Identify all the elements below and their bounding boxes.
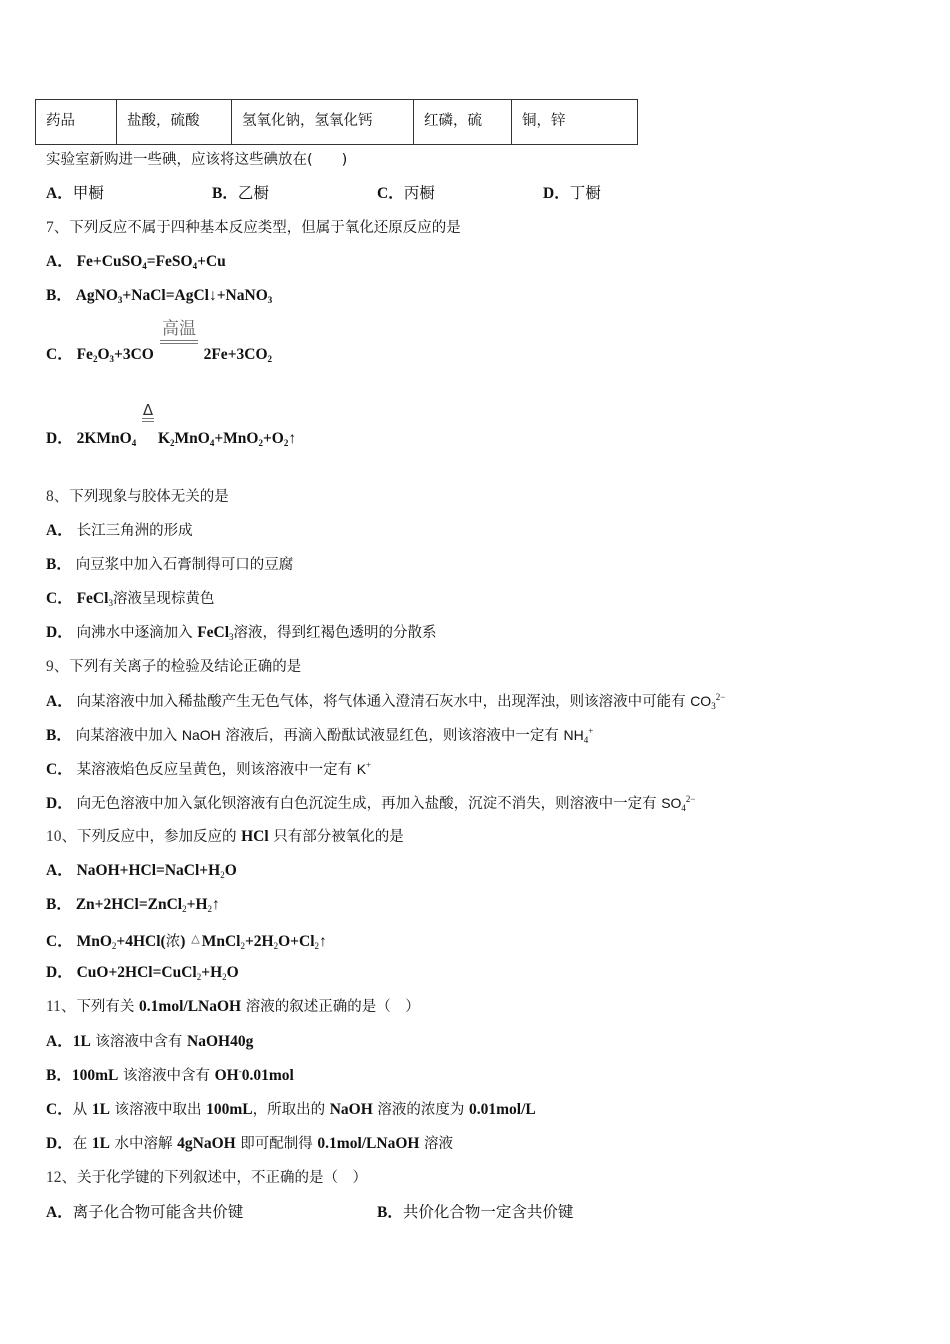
option-b[interactable] bbox=[212, 184, 269, 204]
question-text: 下列反应不属于四种基本反应类型，但属于氧化还原反应的是 bbox=[69, 220, 461, 236]
question-11-option-b[interactable] bbox=[46, 1066, 294, 1086]
question-7-stem bbox=[46, 218, 461, 238]
question-10-option-b[interactable] bbox=[46, 895, 220, 915]
question-10-option-c[interactable] bbox=[46, 929, 327, 952]
option-letter: C． bbox=[46, 1101, 73, 1118]
question-text: 下列有关 0.1mol/LNaOH 溶液的叙述正确的是（ ） bbox=[76, 998, 420, 1015]
option-letter: B． bbox=[212, 185, 238, 202]
option-letter: D． bbox=[46, 1135, 73, 1152]
delta-icon: Δ bbox=[142, 401, 154, 419]
question-10-option-a[interactable] bbox=[46, 861, 237, 881]
option-letter: D． bbox=[46, 964, 73, 981]
question-11-stem bbox=[46, 997, 420, 1017]
table-cell: 氢氧化钠，氢氧化钙 bbox=[232, 100, 414, 145]
question-10-stem bbox=[46, 827, 404, 847]
option-text: 从 1L 该溶液中取出 100mL，所取出的 NaOH 溶液的浓度为 0.01mol/L bbox=[72, 1101, 536, 1118]
option-text: 丙橱 bbox=[403, 185, 435, 202]
option-letter: B． bbox=[46, 287, 72, 304]
equation: MnO$_2$+4HCl(浓) △ $MnCl_2+2H_2O+Cl_2↑$ bbox=[76, 933, 327, 951]
option-c[interactable] bbox=[377, 184, 435, 204]
question-9-stem bbox=[46, 657, 301, 677]
option-a[interactable] bbox=[46, 1203, 243, 1223]
option-letter: C． bbox=[46, 761, 73, 778]
question-number: 10、 bbox=[46, 828, 78, 845]
equation: $Zn+2HCl=ZnCl_2+H_2↑$ bbox=[75, 896, 220, 914]
option-letter: B． bbox=[377, 1204, 403, 1221]
option-letter: B． bbox=[46, 1067, 72, 1084]
option-letter: A． bbox=[46, 185, 73, 202]
option-text: 向沸水中逐滴加入 FeCl$_3$溶液，得到红褐色透明的分散系 bbox=[76, 624, 437, 642]
option-letter: A． bbox=[46, 862, 73, 879]
table-cell: 药品 bbox=[36, 100, 117, 145]
chemical-cabinet-table bbox=[35, 99, 638, 145]
table-cell: 红磷，硫 bbox=[414, 100, 512, 145]
question-number: 7、 bbox=[46, 219, 70, 236]
option-letter: D． bbox=[46, 795, 73, 812]
question-11-option-a[interactable] bbox=[46, 1032, 253, 1052]
question-number: 8、 bbox=[46, 488, 70, 505]
equation-products: $K_2MnO_4+MnO_2+O_2↑$ bbox=[157, 430, 297, 448]
option-text: 长江三角洲的形成 bbox=[76, 523, 193, 539]
option-a[interactable] bbox=[46, 184, 104, 204]
option-text: 丁橱 bbox=[569, 185, 601, 202]
option-letter: C． bbox=[46, 590, 73, 607]
equation-products: $2Fe+3CO_2$ bbox=[203, 346, 273, 364]
option-text: 向无色溶液中加入氯化钡溶液有白色沉淀生成，再加入盐酸，沉淀不消失，则溶液中一定有 $SO_4^{2-}$ bbox=[76, 794, 696, 813]
question-text: 实验室新购进一些碘，应该将这些碘放在( ) bbox=[46, 152, 348, 168]
heat-condition bbox=[140, 402, 156, 422]
option-text: 乙橱 bbox=[237, 185, 269, 202]
question-8-stem bbox=[46, 487, 229, 507]
question-11-option-c[interactable] bbox=[46, 1100, 536, 1120]
option-text: 1L 该溶液中含有 NaOH40g bbox=[72, 1033, 254, 1050]
option-text: 在 1L 水中溶解 4gNaOH 即可配制得 0.1mol/LNaOH 溶液 bbox=[72, 1135, 454, 1152]
question-text: 下列有关离子的检验及结论正确的是 bbox=[69, 659, 302, 675]
question-number: 11、 bbox=[46, 998, 77, 1015]
option-letter: A． bbox=[46, 693, 73, 710]
option-letter: B． bbox=[46, 556, 72, 573]
question-7-option-c[interactable] bbox=[46, 345, 272, 365]
condition-text: 高温 bbox=[162, 319, 196, 339]
question-10-option-d[interactable] bbox=[46, 963, 239, 983]
equals-sign bbox=[160, 340, 198, 344]
option-d[interactable] bbox=[543, 184, 601, 204]
option-text: 向某溶液中加入 NaOH 溶液后，再滴入酚酞试液显红色，则该溶液中一定有 $NH_4^+$ bbox=[75, 726, 594, 745]
question-11-option-d[interactable] bbox=[46, 1134, 453, 1154]
question-text: 下列反应中，参加反应的 HCl 只有部分被氧化的是 bbox=[77, 828, 404, 845]
option-text: FeCl$_3$溶液呈现棕黄色 bbox=[76, 590, 215, 608]
question-9-option-c[interactable] bbox=[46, 759, 371, 780]
high-temperature-condition bbox=[159, 318, 199, 344]
option-letter: B． bbox=[46, 727, 72, 744]
table-cell: 铜，锌 bbox=[512, 100, 638, 145]
option-text: 共价化合物一定含共价键 bbox=[402, 1204, 574, 1221]
question-text: 关于化学键的下列叙述中，不正确的是（ ） bbox=[77, 1170, 368, 1186]
equation: $CuO+2HCl=CuCl_2+H_2O$ bbox=[76, 964, 239, 982]
equation-reactants: 2KMnO$_4$ bbox=[76, 430, 137, 448]
table-row bbox=[36, 100, 638, 145]
option-text: 某溶液焰色反应呈黄色，则该溶液中一定有 K+ bbox=[76, 760, 372, 778]
option-text: 甲橱 bbox=[72, 185, 104, 202]
question-7-option-a[interactable] bbox=[46, 252, 226, 272]
question-number: 9、 bbox=[46, 658, 70, 675]
option-letter: C． bbox=[46, 933, 73, 950]
table-cell: 盐酸，硫酸 bbox=[117, 100, 232, 145]
question-text: 下列现象与胶体无关的是 bbox=[69, 489, 229, 505]
option-b[interactable] bbox=[377, 1203, 573, 1223]
option-letter: C． bbox=[377, 185, 404, 202]
option-letter: A． bbox=[46, 1033, 73, 1050]
question-6-stem bbox=[46, 150, 347, 170]
question-7-option-b[interactable] bbox=[46, 286, 272, 306]
equation-reactants: $Fe_2O_3+3CO$ bbox=[76, 346, 154, 364]
question-8-option-a[interactable] bbox=[46, 521, 193, 541]
question-12-stem bbox=[46, 1168, 367, 1188]
question-8-option-c[interactable] bbox=[46, 589, 214, 609]
option-letter: D． bbox=[46, 430, 73, 447]
equation: AgNO$_3$+NaCl=AgCl↓+NaNO$_3$ bbox=[75, 287, 273, 305]
option-letter: A． bbox=[46, 1204, 73, 1221]
option-letter: D． bbox=[46, 624, 73, 641]
equation: Fe+CuSO$_4$=FeSO$_4$+Cu bbox=[76, 253, 226, 271]
question-9-option-a[interactable] bbox=[46, 691, 725, 712]
option-letter: A． bbox=[46, 522, 73, 539]
option-text: 100mL 该溶液中含有 OH-0.01mol bbox=[71, 1066, 294, 1084]
option-letter: C． bbox=[46, 346, 73, 363]
question-9-option-d[interactable] bbox=[46, 793, 696, 814]
option-letter: D． bbox=[543, 185, 570, 202]
option-letter: B． bbox=[46, 896, 72, 913]
option-letter: A． bbox=[46, 253, 73, 270]
question-7-option-d[interactable] bbox=[46, 429, 296, 449]
option-text: 向某溶液中加入稀盐酸产生无色气体，将气体通入澄清石灰水中，出现浑浊，则该溶液中可能有 $CO_3^{2-}$ bbox=[76, 692, 726, 711]
option-text: 离子化合物可能含共价键 bbox=[72, 1204, 244, 1221]
question-9-option-b[interactable] bbox=[46, 725, 593, 746]
question-8-option-d[interactable] bbox=[46, 623, 437, 643]
question-number: 12、 bbox=[46, 1169, 78, 1186]
option-text: 向豆浆中加入石膏制得可口的豆腐 bbox=[75, 557, 294, 573]
equation: $NaOH+HCl=NaCl+H_2O$ bbox=[76, 862, 237, 880]
question-8-option-b[interactable] bbox=[46, 555, 293, 575]
